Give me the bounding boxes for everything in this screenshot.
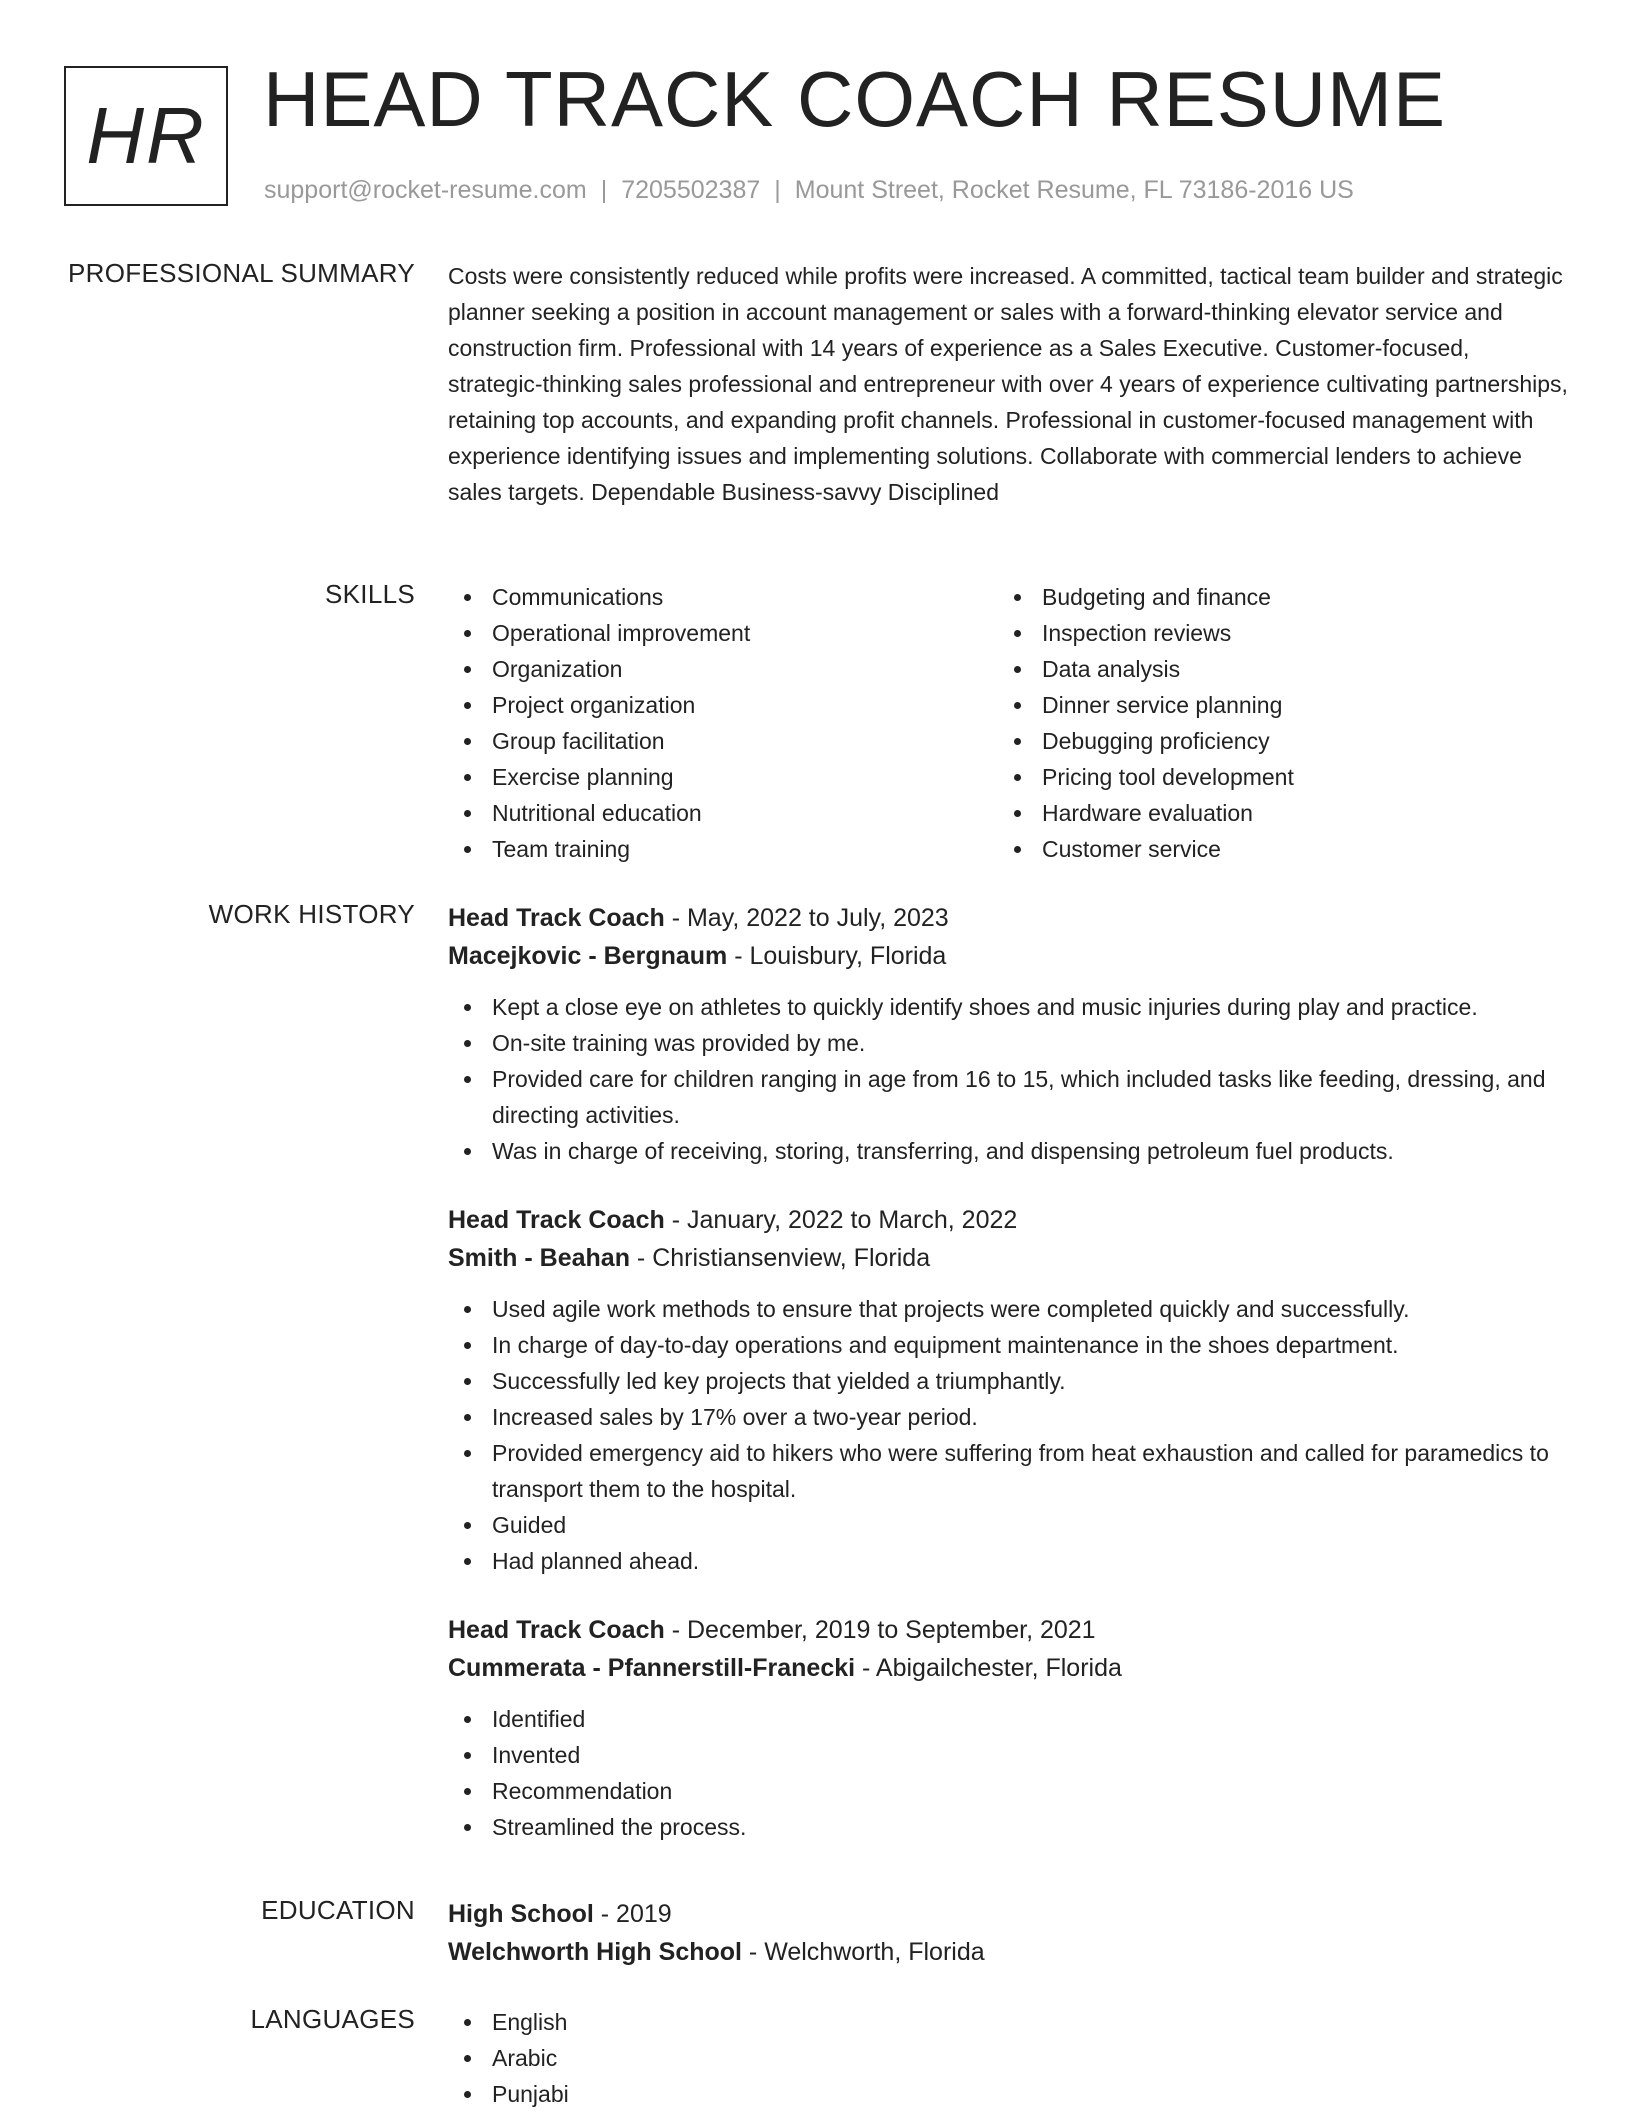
job-entry bbox=[448, 899, 1568, 1169]
job-company-line bbox=[448, 1649, 1568, 1687]
education-school-line bbox=[448, 1933, 1568, 1971]
skill-item: Communications bbox=[448, 579, 998, 615]
skill-item: Pricing tool development bbox=[998, 759, 1548, 795]
language-item: Arabic bbox=[448, 2040, 1568, 2076]
job-dates: - December, 2019 to September, 2021 bbox=[664, 1616, 1096, 1644]
contact-separator: | bbox=[600, 176, 608, 204]
skill-item: Team training bbox=[448, 831, 998, 867]
job-bullet: Successfully led key projects that yielded a triumphantly. bbox=[448, 1363, 1568, 1399]
job-location: - Abigailchester, Florida bbox=[855, 1654, 1122, 1682]
skill-item: Data analysis bbox=[998, 651, 1548, 687]
summary-content bbox=[448, 258, 1568, 510]
job-location: - Christiansenview, Florida bbox=[629, 1244, 931, 1272]
skills-list-left bbox=[448, 579, 998, 867]
skill-item: Inspection reviews bbox=[998, 615, 1548, 651]
contact-line bbox=[264, 176, 1354, 205]
skill-item: Nutritional education bbox=[448, 795, 998, 831]
job-bullets bbox=[448, 1291, 1568, 1579]
job-company: Macejkovic - Bergnaum bbox=[448, 942, 728, 970]
job-bullet: Increased sales by 17% over a two-year period. bbox=[448, 1399, 1568, 1435]
job-bullets bbox=[448, 1701, 1568, 1845]
job-entry bbox=[448, 1611, 1568, 1845]
job-bullet: Identified bbox=[448, 1701, 1568, 1737]
job-bullet: Recommendation bbox=[448, 1773, 1568, 1809]
job-dates: - January, 2022 to March, 2022 bbox=[664, 1206, 1018, 1234]
job-bullet: Invented bbox=[448, 1737, 1568, 1773]
job-bullet: Kept a close eye on athletes to quickly identify shoes and music injuries during play and practice. bbox=[448, 989, 1568, 1025]
languages-content bbox=[448, 2004, 1568, 2112]
languages-list bbox=[448, 2004, 1568, 2112]
job-bullet: Streamlined the process. bbox=[448, 1809, 1568, 1845]
contact-phone[interactable]: 7205502387 bbox=[621, 176, 761, 204]
job-title-line bbox=[448, 1201, 1568, 1239]
skill-item: Exercise planning bbox=[448, 759, 998, 795]
skills-content bbox=[448, 579, 1568, 867]
section-label-skills: SKILLS bbox=[325, 579, 415, 609]
section-label-languages: LANGUAGES bbox=[250, 2004, 415, 2034]
job-bullet: In charge of day-to-day operations and equipment maintenance in the shoes department. bbox=[448, 1327, 1568, 1363]
skill-item: Customer service bbox=[998, 831, 1548, 867]
language-item: Punjabi bbox=[448, 2076, 1568, 2112]
job-location: - Louisbury, Florida bbox=[727, 942, 947, 970]
skill-item: Debugging proficiency bbox=[998, 723, 1548, 759]
contact-email[interactable]: support@rocket-resume.com bbox=[264, 176, 587, 204]
job-dates: - May, 2022 to July, 2023 bbox=[664, 904, 949, 932]
section-label-summary: PROFESSIONAL SUMMARY bbox=[68, 258, 415, 288]
work-content bbox=[448, 899, 1568, 1877]
section-label-education: EDUCATION bbox=[261, 1895, 415, 1925]
job-bullets bbox=[448, 989, 1568, 1169]
skill-item: Group facilitation bbox=[448, 723, 998, 759]
job-title-line bbox=[448, 899, 1568, 937]
skill-item: Operational improvement bbox=[448, 615, 998, 651]
skill-item: Organization bbox=[448, 651, 998, 687]
page-title: HEAD TRACK COACH RESUME bbox=[263, 55, 1447, 143]
job-bullet: On-site training was provided by me. bbox=[448, 1025, 1568, 1061]
job-company-line bbox=[448, 1239, 1568, 1277]
job-bullet: Used agile work methods to ensure that projects were completed quickly and successfully. bbox=[448, 1291, 1568, 1327]
monogram-initials: HR bbox=[86, 91, 206, 180]
skill-item: Project organization bbox=[448, 687, 998, 723]
education-year: - 2019 bbox=[593, 1900, 672, 1928]
education-location: - Welchworth, Florida bbox=[741, 1938, 985, 1966]
contact-address: Mount Street, Rocket Resume, FL 73186-2016 US bbox=[794, 176, 1354, 204]
section-label-work: WORK HISTORY bbox=[208, 899, 415, 929]
skills-list-right bbox=[998, 579, 1548, 867]
job-title-line bbox=[448, 1611, 1568, 1649]
education-degree: High School bbox=[448, 1900, 594, 1928]
job-title: Head Track Coach bbox=[448, 1206, 665, 1234]
job-bullet: Was in charge of receiving, storing, transferring, and dispensing petroleum fuel products. bbox=[448, 1133, 1568, 1169]
education-content bbox=[448, 1895, 1568, 1971]
job-title: Head Track Coach bbox=[448, 904, 665, 932]
summary-text: Costs were consistently reduced while profits were increased. A committed, tactical team builder and strategic planner seeking a position in account management or sales with a forward-thinking elevator service and construction firm. Professional with 14 years of experience as a Sales Executive. Customer-focused, strategic-thinking sales professional and entrepreneur with over 4 years of experience cultivating partnerships, retaining top accounts, and expanding profit channels. Professional in customer-focused management with experience identifying issues and implementing solutions. Collaborate with commercial lenders to achieve sales targets. Dependable Business-savvy Disciplined bbox=[448, 263, 1568, 505]
skill-item: Dinner service planning bbox=[998, 687, 1548, 723]
job-company-line bbox=[448, 937, 1568, 975]
job-entry bbox=[448, 1201, 1568, 1579]
job-title: Head Track Coach bbox=[448, 1616, 665, 1644]
job-bullet: Had planned ahead. bbox=[448, 1543, 1568, 1579]
skill-item: Budgeting and finance bbox=[998, 579, 1548, 615]
education-degree-line bbox=[448, 1895, 1568, 1933]
job-company: Smith - Beahan bbox=[448, 1244, 630, 1272]
education-school: Welchworth High School bbox=[448, 1938, 742, 1966]
monogram-box bbox=[64, 66, 228, 206]
language-item: English bbox=[448, 2004, 1568, 2040]
job-company: Cummerata - Pfannerstill-Franecki bbox=[448, 1654, 856, 1682]
skill-item: Hardware evaluation bbox=[998, 795, 1548, 831]
job-bullet: Provided emergency aid to hikers who were suffering from heat exhaustion and called for paramedics to transport them to the hospital. bbox=[448, 1435, 1568, 1507]
job-bullet: Guided bbox=[448, 1507, 1568, 1543]
job-bullet: Provided care for children ranging in age from 16 to 15, which included tasks like feeding, dressing, and directing activities. bbox=[448, 1061, 1568, 1133]
contact-separator: | bbox=[774, 176, 781, 204]
